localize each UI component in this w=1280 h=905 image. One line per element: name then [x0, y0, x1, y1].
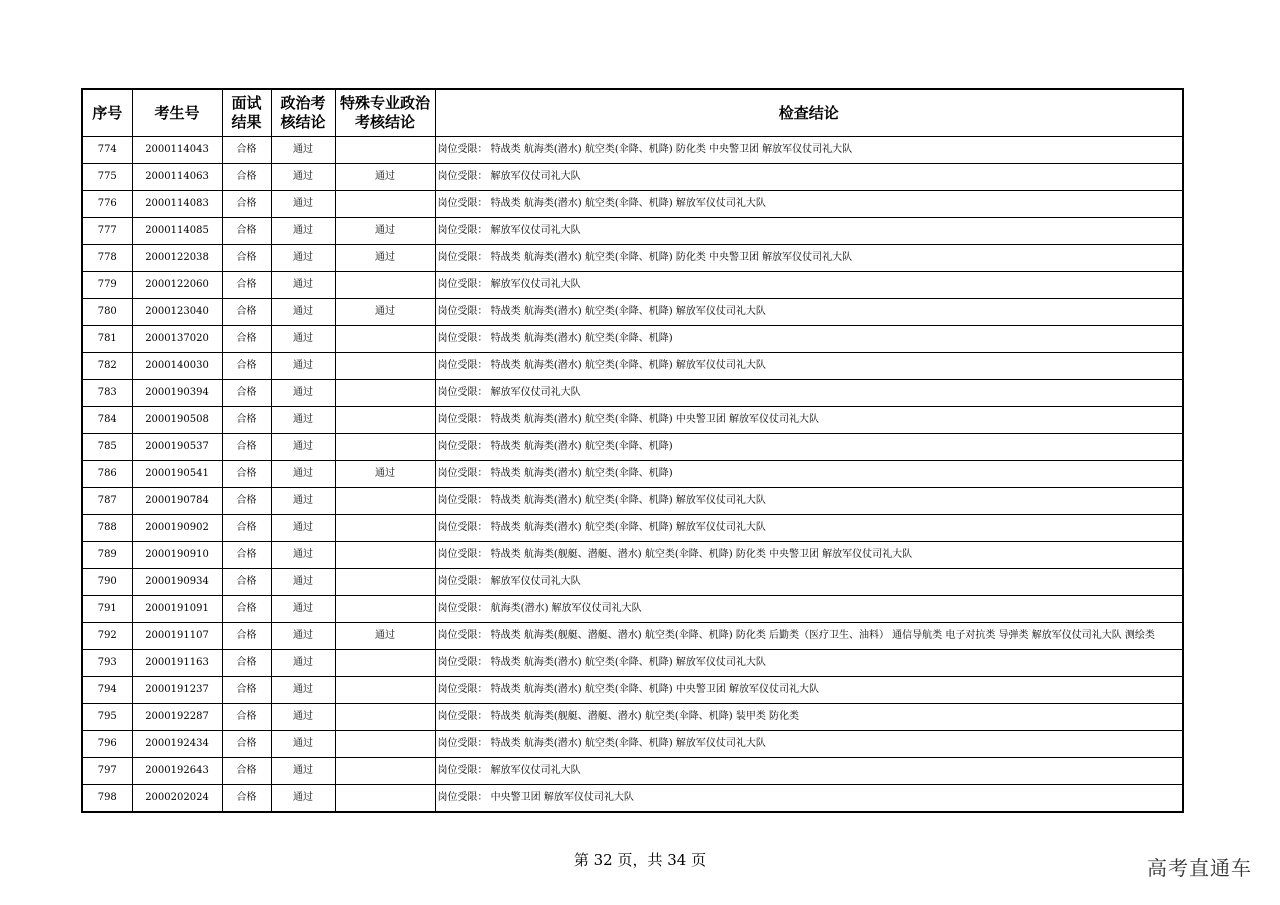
cell-seq: 777 [82, 218, 132, 245]
header-line: 序号 [92, 103, 123, 122]
cell-political-review: 通过 [271, 461, 335, 488]
cell-exam-no: 2000114083 [132, 191, 222, 218]
cell-exam-no: 2000190784 [132, 488, 222, 515]
table-row [82, 299, 1183, 326]
cell-exam-no: 2000191091 [132, 596, 222, 623]
cell-political-review: 通过 [271, 245, 335, 272]
cell-special-political-review [335, 704, 435, 731]
cell-exam-no: 2000137020 [132, 326, 222, 353]
cell-exam-no: 2000191237 [132, 677, 222, 704]
cell-interview-result: 合格 [222, 353, 271, 380]
cell-check-conclusion: 岗位受限： 解放军仪仗司礼大队 [435, 758, 1183, 785]
cell-exam-no: 2000114063 [132, 164, 222, 191]
cell-exam-no: 2000122038 [132, 245, 222, 272]
cell-political-review: 通过 [271, 299, 335, 326]
cell-interview-result: 合格 [222, 758, 271, 785]
header-political-review [271, 89, 335, 137]
cell-check-conclusion: 岗位受限： 特战类 航海类(潜水) 航空类(伞降、机降) [435, 326, 1183, 353]
header-exam-no [132, 89, 222, 137]
cell-check-conclusion: 岗位受限： 解放军仪仗司礼大队 [435, 164, 1183, 191]
cell-interview-result: 合格 [222, 731, 271, 758]
table-row [82, 353, 1183, 380]
table-header [82, 89, 1183, 137]
cell-check-conclusion: 岗位受限： 特战类 航海类(潜水) 航空类(伞降、机降) 解放军仪仗司礼大队 [435, 299, 1183, 326]
cell-political-review: 通过 [271, 542, 335, 569]
header-interview-result [222, 89, 271, 137]
header-line: 考生号 [154, 103, 200, 122]
cell-special-political-review: 通过 [335, 461, 435, 488]
cell-seq: 789 [82, 542, 132, 569]
cell-exam-no: 2000190508 [132, 407, 222, 434]
cell-check-conclusion: 岗位受限： 特战类 航海类(潜水) 航空类(伞降、机降) 防化类 中央警卫团 解放军仪仗司礼大队 [435, 245, 1183, 272]
cell-political-review: 通过 [271, 434, 335, 461]
cell-interview-result: 合格 [222, 488, 271, 515]
cell-exam-no: 2000190902 [132, 515, 222, 542]
cell-seq: 787 [82, 488, 132, 515]
cell-political-review: 通过 [271, 515, 335, 542]
cell-exam-no: 2000192434 [132, 731, 222, 758]
table-row [82, 623, 1183, 650]
cell-interview-result: 合格 [222, 515, 271, 542]
table-row [82, 488, 1183, 515]
cell-check-conclusion: 岗位受限： 特战类 航海类(潜水) 航空类(伞降、机降) 解放军仪仗司礼大队 [435, 191, 1183, 218]
cell-exam-no: 2000114043 [132, 137, 222, 164]
cell-special-political-review [335, 434, 435, 461]
cell-seq: 785 [82, 434, 132, 461]
table-row [82, 569, 1183, 596]
cell-interview-result: 合格 [222, 164, 271, 191]
cell-special-political-review [335, 488, 435, 515]
cell-check-conclusion: 岗位受限： 特战类 航海类(舰艇、潜艇、潜水) 航空类(伞降、机降) 装甲类 防化类 [435, 704, 1183, 731]
cell-special-political-review [335, 407, 435, 434]
cell-interview-result: 合格 [222, 299, 271, 326]
cell-special-political-review [335, 731, 435, 758]
cell-political-review: 通过 [271, 272, 335, 299]
cell-check-conclusion: 岗位受限： 特战类 航海类(潜水) 航空类(伞降、机降) 解放军仪仗司礼大队 [435, 353, 1183, 380]
cell-seq: 795 [82, 704, 132, 731]
cell-seq: 781 [82, 326, 132, 353]
cell-political-review: 通过 [271, 785, 335, 813]
cell-exam-no: 2000190537 [132, 434, 222, 461]
cell-exam-no: 2000191107 [132, 623, 222, 650]
cell-check-conclusion: 岗位受限： 航海类(潜水) 解放军仪仗司礼大队 [435, 596, 1183, 623]
table-row [82, 515, 1183, 542]
cell-seq: 778 [82, 245, 132, 272]
table-row [82, 137, 1183, 164]
cell-political-review: 通过 [271, 596, 335, 623]
table-row [82, 704, 1183, 731]
cell-check-conclusion: 岗位受限： 特战类 航海类(舰艇、潜艇、潜水) 航空类(伞降、机降) 防化类 中央警卫团 解放军仪仗司礼大队 [435, 542, 1183, 569]
header-line: 面试 [231, 94, 262, 112]
cell-political-review: 通过 [271, 380, 335, 407]
results-table [81, 88, 1184, 813]
cell-interview-result: 合格 [222, 245, 271, 272]
cell-political-review: 通过 [271, 164, 335, 191]
cell-seq: 796 [82, 731, 132, 758]
cell-exam-no: 2000114085 [132, 218, 222, 245]
cell-seq: 784 [82, 407, 132, 434]
cell-check-conclusion: 岗位受限： 特战类 航海类(潜水) 航空类(伞降、机降) 解放军仪仗司礼大队 [435, 488, 1183, 515]
cell-interview-result: 合格 [222, 569, 271, 596]
cell-special-political-review: 通过 [335, 164, 435, 191]
cell-special-political-review [335, 677, 435, 704]
cell-special-political-review [335, 380, 435, 407]
cell-special-political-review [335, 758, 435, 785]
cell-check-conclusion: 岗位受限： 特战类 航海类(潜水) 航空类(伞降、机降) 解放军仪仗司礼大队 [435, 650, 1183, 677]
cell-check-conclusion: 岗位受限： 中央警卫团 解放军仪仗司礼大队 [435, 785, 1183, 813]
cell-special-political-review: 通过 [335, 245, 435, 272]
cell-check-conclusion: 岗位受限： 解放军仪仗司礼大队 [435, 569, 1183, 596]
cell-exam-no: 2000122060 [132, 272, 222, 299]
cell-interview-result: 合格 [222, 785, 271, 813]
table-row [82, 380, 1183, 407]
cell-check-conclusion: 岗位受限： 特战类 航海类(潜水) 航空类(伞降、机降) 防化类 中央警卫团 解放军仪仗司礼大队 [435, 137, 1183, 164]
cell-special-political-review [335, 191, 435, 218]
cell-political-review: 通过 [271, 191, 335, 218]
table-row [82, 326, 1183, 353]
cell-exam-no: 2000190934 [132, 569, 222, 596]
table-row [82, 272, 1183, 299]
cell-interview-result: 合格 [222, 677, 271, 704]
header-check-conclusion [435, 89, 1183, 137]
cell-exam-no: 2000191163 [132, 650, 222, 677]
table-row [82, 245, 1183, 272]
cell-interview-result: 合格 [222, 272, 271, 299]
cell-political-review: 通过 [271, 353, 335, 380]
cell-seq: 780 [82, 299, 132, 326]
cell-seq: 792 [82, 623, 132, 650]
cell-exam-no: 2000192287 [132, 704, 222, 731]
cell-political-review: 通过 [271, 218, 335, 245]
table-row [82, 596, 1183, 623]
cell-seq: 783 [82, 380, 132, 407]
cell-interview-result: 合格 [222, 704, 271, 731]
table-row [82, 461, 1183, 488]
cell-special-political-review [335, 326, 435, 353]
cell-check-conclusion: 岗位受限： 特战类 航海类(潜水) 航空类(伞降、机降) [435, 434, 1183, 461]
cell-political-review: 通过 [271, 677, 335, 704]
cell-interview-result: 合格 [222, 542, 271, 569]
cell-political-review: 通过 [271, 650, 335, 677]
cell-special-political-review [335, 272, 435, 299]
table-row [82, 785, 1183, 813]
watermark: 高考直通车 [1147, 856, 1252, 880]
cell-political-review: 通过 [271, 758, 335, 785]
table-row [82, 758, 1183, 785]
cell-seq: 794 [82, 677, 132, 704]
cell-political-review: 通过 [271, 623, 335, 650]
cell-political-review: 通过 [271, 488, 335, 515]
cell-special-political-review [335, 596, 435, 623]
cell-interview-result: 合格 [222, 326, 271, 353]
cell-seq: 788 [82, 515, 132, 542]
cell-seq: 779 [82, 272, 132, 299]
page-number: 第 32 页，共 34 页 [573, 851, 707, 869]
cell-political-review: 通过 [271, 731, 335, 758]
table-row [82, 677, 1183, 704]
cell-special-political-review [335, 137, 435, 164]
cell-interview-result: 合格 [222, 434, 271, 461]
cell-check-conclusion: 岗位受限： 特战类 航海类(潜水) 航空类(伞降、机降) 中央警卫团 解放军仪仗司礼大队 [435, 677, 1183, 704]
cell-check-conclusion: 岗位受限： 解放军仪仗司礼大队 [435, 380, 1183, 407]
cell-seq: 782 [82, 353, 132, 380]
cell-check-conclusion: 岗位受限： 特战类 航海类(舰艇、潜艇、潜水) 航空类(伞降、机降) 防化类 后勤类（医疗卫生、油料） 通信导航类 电子对抗类 导弹类 解放军仪仗司礼大队 测绘类 [435, 623, 1183, 650]
cell-interview-result: 合格 [222, 380, 271, 407]
header-line: 检查结论 [778, 103, 839, 122]
table-row [82, 164, 1183, 191]
cell-interview-result: 合格 [222, 137, 271, 164]
cell-interview-result: 合格 [222, 623, 271, 650]
table-row [82, 542, 1183, 569]
header-line: 政治考 [280, 94, 326, 112]
table-body [82, 137, 1183, 813]
cell-special-political-review [335, 785, 435, 813]
cell-interview-result: 合格 [222, 407, 271, 434]
header-line: 核结论 [280, 113, 326, 131]
cell-special-political-review [335, 650, 435, 677]
header-line: 考核结论 [354, 113, 415, 131]
cell-special-political-review: 通过 [335, 299, 435, 326]
cell-political-review: 通过 [271, 137, 335, 164]
table-row [82, 434, 1183, 461]
cell-seq: 790 [82, 569, 132, 596]
header-line: 特殊专业政治 [339, 94, 430, 112]
cell-political-review: 通过 [271, 704, 335, 731]
table-row [82, 407, 1183, 434]
cell-political-review: 通过 [271, 407, 335, 434]
cell-political-review: 通过 [271, 326, 335, 353]
cell-exam-no: 2000190394 [132, 380, 222, 407]
cell-interview-result: 合格 [222, 218, 271, 245]
cell-seq: 793 [82, 650, 132, 677]
cell-special-political-review: 通过 [335, 623, 435, 650]
cell-seq: 797 [82, 758, 132, 785]
cell-special-political-review: 通过 [335, 218, 435, 245]
cell-check-conclusion: 岗位受限： 解放军仪仗司礼大队 [435, 272, 1183, 299]
cell-check-conclusion: 岗位受限： 特战类 航海类(潜水) 航空类(伞降、机降) 解放军仪仗司礼大队 [435, 515, 1183, 542]
cell-exam-no: 2000190910 [132, 542, 222, 569]
cell-exam-no: 2000123040 [132, 299, 222, 326]
cell-check-conclusion: 岗位受限： 特战类 航海类(潜水) 航空类(伞降、机降) 解放军仪仗司礼大队 [435, 731, 1183, 758]
cell-exam-no: 2000190541 [132, 461, 222, 488]
cell-political-review: 通过 [271, 569, 335, 596]
cell-seq: 774 [82, 137, 132, 164]
table-row [82, 218, 1183, 245]
table-row [82, 191, 1183, 218]
cell-interview-result: 合格 [222, 596, 271, 623]
cell-special-political-review [335, 542, 435, 569]
cell-seq: 775 [82, 164, 132, 191]
header-line: 结果 [231, 113, 262, 131]
header-seq [82, 89, 132, 137]
cell-special-political-review [335, 569, 435, 596]
cell-seq: 786 [82, 461, 132, 488]
table-row [82, 650, 1183, 677]
cell-seq: 798 [82, 785, 132, 813]
cell-special-political-review [335, 515, 435, 542]
header-special-political-review [335, 89, 435, 137]
header-row [82, 89, 1183, 137]
cell-special-political-review [335, 353, 435, 380]
cell-exam-no: 2000140030 [132, 353, 222, 380]
cell-interview-result: 合格 [222, 650, 271, 677]
cell-seq: 791 [82, 596, 132, 623]
cell-check-conclusion: 岗位受限： 特战类 航海类(潜水) 航空类(伞降、机降) [435, 461, 1183, 488]
cell-check-conclusion: 岗位受限： 特战类 航海类(潜水) 航空类(伞降、机降) 中央警卫团 解放军仪仗司礼大队 [435, 407, 1183, 434]
cell-seq: 776 [82, 191, 132, 218]
cell-interview-result: 合格 [222, 191, 271, 218]
cell-exam-no: 2000202024 [132, 785, 222, 813]
cell-check-conclusion: 岗位受限： 解放军仪仗司礼大队 [435, 218, 1183, 245]
table-row [82, 731, 1183, 758]
cell-exam-no: 2000192643 [132, 758, 222, 785]
cell-interview-result: 合格 [222, 461, 271, 488]
